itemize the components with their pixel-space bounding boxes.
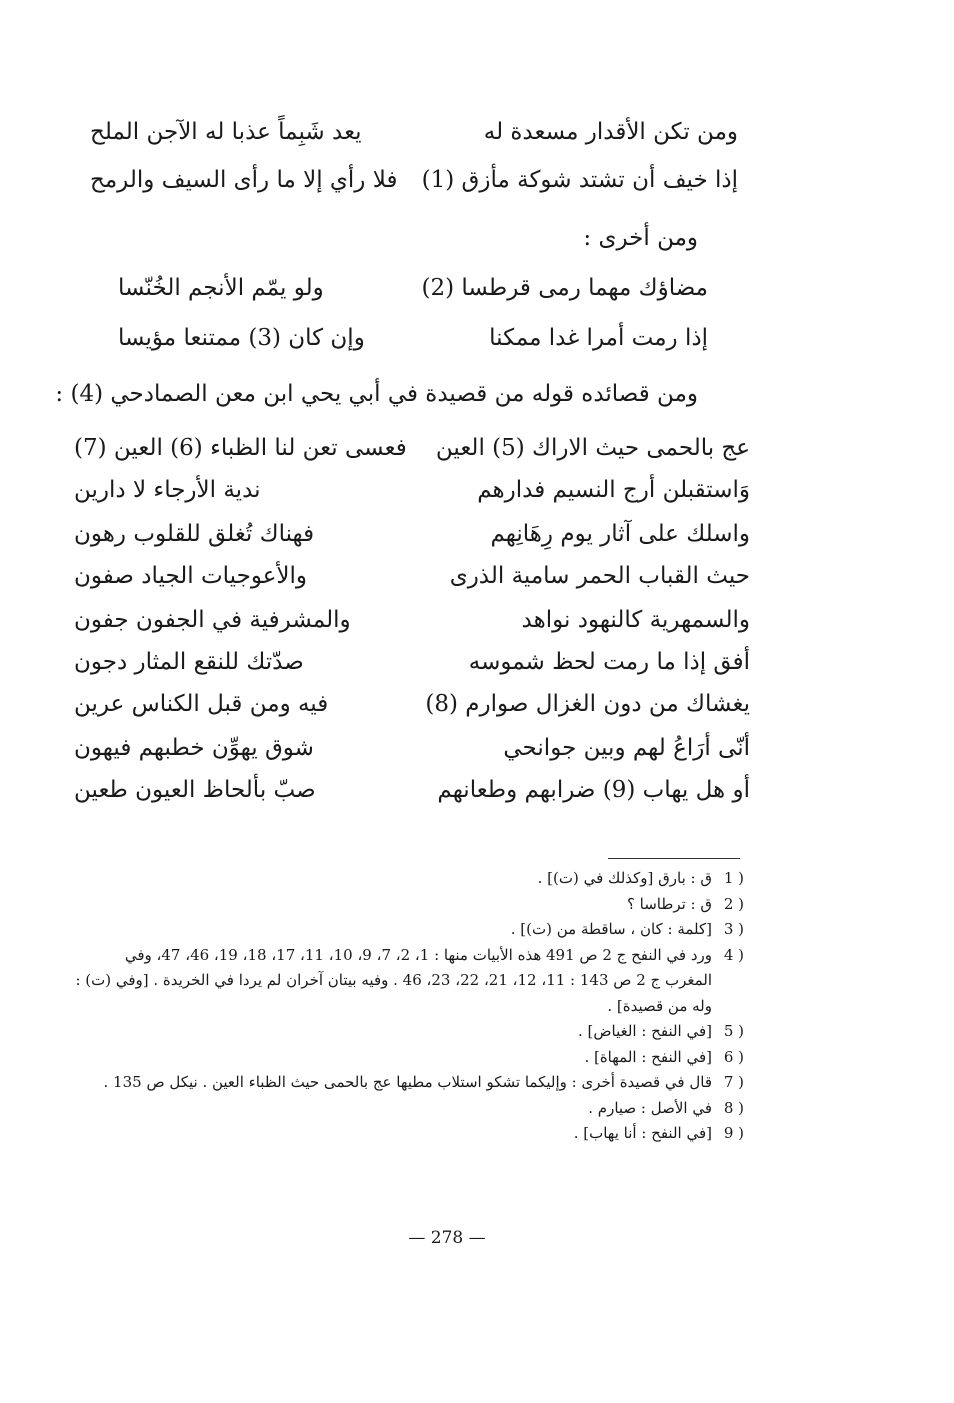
verse-hemistich-left: صبّ بألحاظ العيون طعين [74,777,316,803]
footnote [74,943,744,1020]
verse-hemistich-right: وَاستقبلن أرج النسيم فدارهم [477,477,750,503]
footnote-text: ق : بارق [وكذلك في (ت)] . [537,869,712,887]
verse-hemistich-right: إذا خيف أن تشتد شوكة مأزق (1) [421,167,738,193]
verse-hemistich-left: فيه ومن قبل الكناس عرين [74,691,329,717]
verse-line [118,316,708,360]
footnote-text: في الأصل : صيارم . [588,1098,712,1117]
footnote-text: قال في قصيدة أخرى : وإليكما تشكو استلاب مطيها عج بالحمى حيث الظباء العين . نيكل ص 135 . [103,1073,712,1091]
footnote [74,1045,744,1071]
verse-hemistich-left: ولو يمّم الأنجم الخُنّسا [118,275,324,301]
verse-line [74,768,750,812]
footnote-text: [في النفح : أنا يهاب] . [573,1124,712,1142]
verse-hemistich-left: صدّتك للنقع المثار دجون [74,649,304,675]
footnote-number: 1 ) [723,869,744,887]
verse-hemistich-left: فعسى تعن لنا الظباء (6) العين (7) [74,435,407,461]
footnote-number: 4 ) [723,945,744,964]
verse-line [74,554,750,598]
verse-hemistich-right: أو هل يهاب (9) ضرابهم وطعانهم [437,777,750,803]
verse-hemistich-right: واسلك على آثار يوم رِهَانِهم [490,521,750,547]
footnote [74,866,744,892]
footnote-number: 3 ) [723,920,744,938]
footnotes-block [74,866,744,1147]
footnote-number: 2 ) [723,894,744,913]
verse-line [74,468,750,512]
footnote-text: [في النفح : المهاة] . [584,1047,712,1066]
footnote-number: 5 ) [723,1022,744,1040]
footnote [74,892,744,918]
footnote-number: 7 ) [723,1073,744,1091]
footnote-text: ق : ترطاسا ؟ [626,894,712,913]
verse-hemistich-left: والأعوجيات الجياد صفون [74,563,308,589]
verse-line [74,426,750,470]
footnote [74,1121,744,1147]
footnote-text: [في النفح : الغياض] . [577,1022,712,1040]
footnote-number: 9 ) [723,1124,744,1142]
verse-hemistich-left: فلا رأي إلا ما رأى السيف والرمح [90,167,398,193]
footnote-divider [608,858,740,859]
footnote-number: 8 ) [723,1098,744,1117]
verse-hemistich-right: إذا رمت أمرا غدا ممكنا [489,325,708,351]
footnote [74,1019,744,1045]
page-number [0,1228,954,1248]
verse-hemistich-left: والمشرفية في الجفون جفون [74,607,351,633]
footnote [74,1070,744,1096]
footnote-number: 6 ) [723,1047,744,1066]
verse-hemistich-right: أنّى أرَاعُ لهم وبين جوانحي [503,735,750,761]
verse-hemistich-left: ندية الأرجاء لا دارين [74,477,261,503]
verse-hemistich-left: شوق يهوِّن خطبهم فيهون [74,735,314,761]
footnote [74,1096,744,1122]
footnote-text: ورد في النفح ج 2 ص 491 هذه الأبيات منها : 1، 2، 7، 9، 10، 11، 17، 18، 19، 46، 47، وفي المغرب ج 2 ص 143 : 11، 12، 21، 22، 23، 46 . وفيه بيتان آخران لم يردا في الخريدة . [وفي (ت) : وله من قصيدة] . [75,945,712,1015]
verse-hemistich-right: عج بالحمى حيث الاراك (5) العين [435,435,750,461]
verse-line [74,726,750,770]
verse-hemistich-right: ومن تكن الأقدار مسعدة له [483,119,738,145]
verse-hemistich-left: يعد شَبِماً عذبا له الآجن الملح [90,119,362,145]
verse-line [74,682,750,726]
verse-line [118,266,708,310]
verse-hemistich-left: فهناك تُغلق للقلوب رهون [74,521,315,547]
section-intro: ومن أخرى : [583,225,698,251]
verse-hemistich-right: أفق إذا ما رمت لحظ شموسه [468,649,750,675]
verse-hemistich-right: والسمهرية كالنهود نواهد [521,607,750,633]
verse-line [90,110,738,154]
verse-hemistich-right: مضاؤك مهما رمى قرطسا (2) [421,275,708,301]
page-number-text: — 278 — [408,1228,486,1248]
verse-line [74,640,750,684]
verse-line [74,598,750,642]
verse-line [74,512,750,556]
footnote-text: [كلمة : كان ، ساقطة من (ت)] . [510,920,712,938]
verse-hemistich-right: حيث القباب الحمر سامية الذرى [449,563,750,589]
footnote [74,917,744,943]
section-intro: ومن قصائده قوله من قصيدة في أبي يحي ابن معن الصمادحي (4) : [55,381,698,407]
verse-hemistich-right: يغشاك من دون الغزال صوارم (8) [425,691,750,717]
verse-line [90,158,738,202]
verse-hemistich-left: وإن كان (3) ممتنعا مؤيسا [118,325,365,351]
